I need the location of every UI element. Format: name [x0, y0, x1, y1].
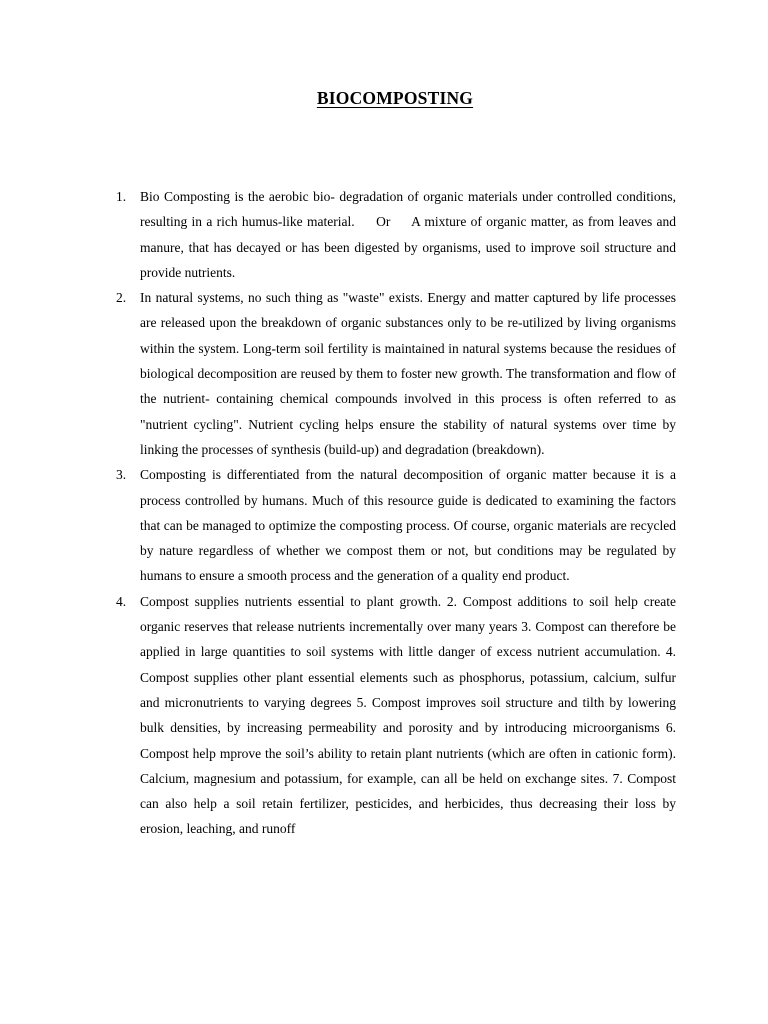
list-item-number: 2.: [116, 290, 127, 306]
list-item-text: In natural systems, no such thing as "waste" exists. Energy and matter captured by life processes are released upon the breakdown of organic substances only to be re-utilized by living organisms within the system. Long-term soil fertility is maintained in natural systems because the residues of biological decomposition are reused by them to foster new growth. The transformation and flow of the nutrient- containing chemical compounds involved in this process is often referred to as "nutrient cycling". Nutrient cycling helps ensure the stability of natural systems over time by linking the processes of synthesis (build-up) and degradation (breakdown).: [140, 290, 676, 457]
list-item: [116, 285, 676, 462]
list-item: [116, 589, 676, 842]
numbered-list: [116, 184, 680, 842]
list-item: [116, 462, 676, 588]
list-item-text: Compost supplies nutrients essential to plant growth. 2. Compost additions to soil help create organic reserves that release nutrients incrementally over many years 3. Compost can therefore be applied in large quantities to soil systems with little danger of excess nutrient accumulation. 4. Compost supplies other plant essential elements such as phosphorus, potassium, calcium, sulfur and micronutrients to varying degrees 5. Compost improves soil structure and tilth by lowering bulk densities, by increasing permeability and porosity and by introducing microorganisms 6. Compost help mprove the soil’s ability to retain plant nutrients (which are often in cationic form). Calcium, magnesium and potassium, for example, can all be held on exchange sites. 7. Compost can also help a soil retain fertilizer, pesticides, and herbicides, thus decreasing their loss by erosion, leaching, and runoff: [140, 593, 676, 837]
list-item-number: 4.: [116, 593, 127, 609]
list-item-text: Bio Composting is the aerobic bio- degradation of organic materials under controlled conditions, resulting in a rich humus-like material. Or A mixture of organic matter, as from leaves and manure, that has decayed or has been digested by organisms, used to improve soil structure and provide nutrients.: [140, 189, 680, 280]
list-item: [116, 184, 680, 285]
list-item-text: Composting is differentiated from the natural decomposition of organic matter because it is a process controlled by humans. Much of this resource guide is dedicated to examining the factors that can be managed to optimize the composting process. Of course, organic materials are recycled by nature regardless of whether we compost them or not, but conditions may be regulated by humans to ensure a smooth process and the generation of a quality end product.: [140, 467, 676, 584]
list-item-number: 1.: [116, 189, 127, 204]
list-item-number: 3.: [116, 467, 127, 483]
page-title: BIOCOMPOSTING: [316, 88, 474, 108]
